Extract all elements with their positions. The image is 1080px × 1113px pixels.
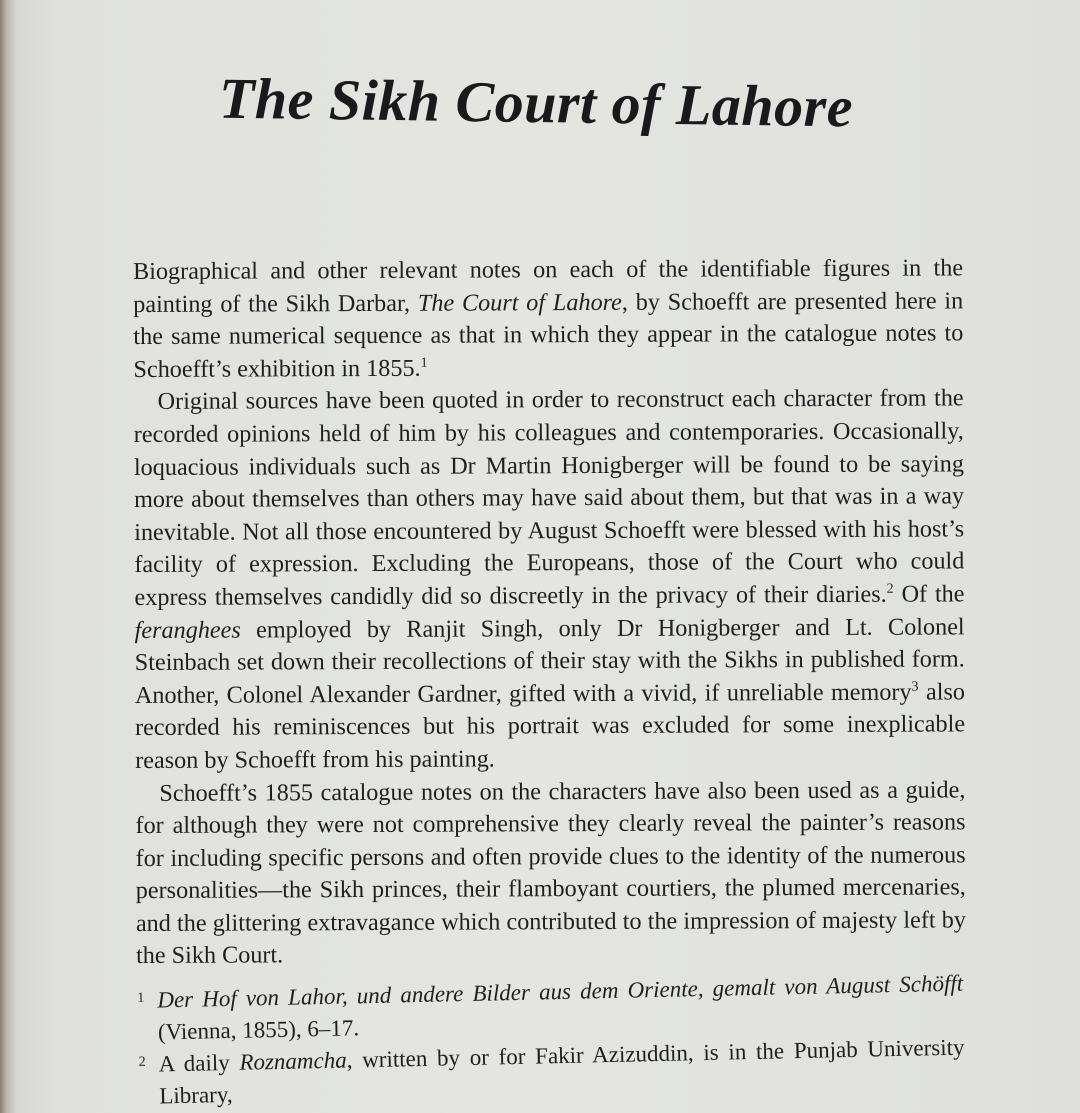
footnote-ref: 3 xyxy=(911,679,919,695)
footnote-1: 1 Der Hof von Lahor, und andere Bilder aus dem Oriente, gemalt von August Schöfft (Vienna, 1855), 6–17. xyxy=(137,970,964,1045)
footnote-ref: 2 xyxy=(886,581,894,597)
footnote-number: 1 xyxy=(137,990,145,1006)
footnote-number: 2 xyxy=(138,1054,146,1070)
paragraph-1: Biographical and other relevant notes on each of the identifiable figures in the painting of the Sikh Darbar, The Court of Lahore, by Schoefft are presented here in the same numerical sequence as that in which they appear in the catalogue notes to Schoefft’s exhibition in 1855.$^1$ xyxy=(133,254,964,383)
paragraph-3: Schoefft’s 1855 catalogue notes on the characters have also been used as a guide, for although they were not comprehensive they clearly reveal the painter’s reasons for including specific persons and often provide clues to the identity of the numerous personalities—the Sikh princes, their flamboyant courtiers, the plumed mercenaries, and the glittering extravagance which contributed to the impression of majesty left by the Sikh Court. xyxy=(135,775,966,970)
italic-text: Roznamcha xyxy=(239,1047,347,1075)
footnote-ref: 1 xyxy=(420,355,428,371)
body-text xyxy=(133,252,966,973)
italic-text: Der Hof von Lahor, und andere Bilder aus dem Oriente, gemalt von August Schöfft xyxy=(157,970,964,1013)
footnote-2: 2 A daily Roznamcha, written by or for Fakir Azizuddin, is in the Punjab University Library, xyxy=(138,1034,965,1109)
paragraph-2: Original sources have been quoted in order to reconstruct each character from the recorded opinions held of him by his colleagues and contemporaries. Occasionally, loquacious individuals such as Dr Martin Honigberger will be found to be saying more about themselves than others may have said about them, but that was in a way inevitable. Not all those encountered by August Schoefft were blessed with his host’s facility of expression. Excluding the Europeans, those of the Court who could express themselves candidly did so discreetly in the privacy of their diaries.$^2$ Of the feranghees employed by Ranjit Singh, only Dr Honigberger and Lt. Colonel Steinbach set down their recollections of their stay with the Sikhs in published form. Another, Colonel Alexander Gardner, gifted with a vivid, if unreliable memory$^3$ also recorded his reminiscences but his portrait was excluded for some inexplicable reason by Schoefft from his painting. xyxy=(133,384,966,774)
chapter-title: The Sikh Court of Lahore xyxy=(218,65,854,140)
italic-text: The Court of Lahore xyxy=(417,288,622,317)
italic-text: feranghees xyxy=(134,616,241,644)
footnotes xyxy=(133,968,965,1113)
